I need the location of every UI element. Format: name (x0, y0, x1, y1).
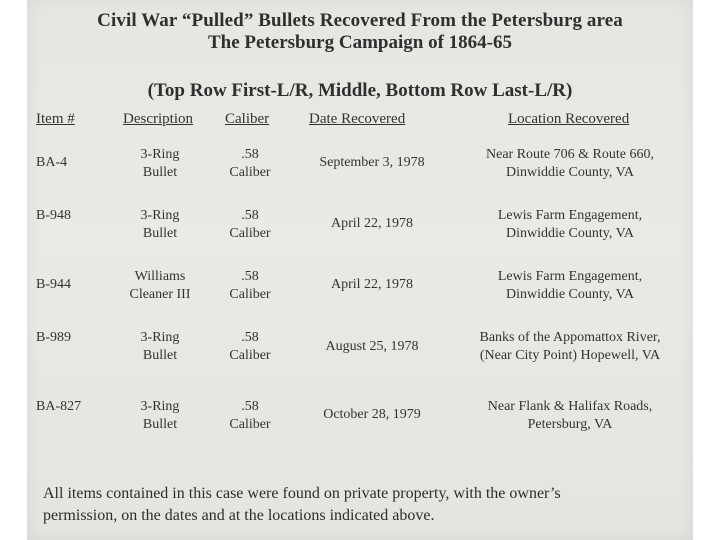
row-date: October 28, 1979 (323, 407, 421, 422)
row-caliber-2: Caliber (229, 417, 271, 432)
footer-line-2: permission, on the dates and at the locations indicated above. (43, 507, 435, 524)
title-line-1: Civil War “Pulled” Bullets Recovered From the Petersburg area (97, 10, 623, 31)
row-caliber-2: Caliber (229, 226, 271, 241)
row-desc-2: Bullet (142, 417, 178, 432)
row-desc-2: Bullet (142, 348, 178, 363)
row-location-1: Near Route 706 & Route 660, (486, 147, 654, 162)
title-line-2: The Petersburg Campaign of 1864-65 (208, 32, 512, 53)
row-desc-1: Williams (134, 269, 186, 284)
footer-line-1: All items contained in this case were found on private property, with the owner’s (43, 485, 561, 502)
row-desc-1: 3-Ring (140, 330, 180, 345)
row-desc-2: Bullet (142, 226, 178, 241)
footer-note (43, 483, 683, 527)
row-location-2: Dinwiddie County, VA (505, 226, 635, 241)
row-caliber-1: .58 (241, 399, 259, 414)
row-location-2: Petersburg, VA (527, 417, 613, 432)
header-location: Location Recovered (508, 111, 630, 127)
row-location-1: Lewis Farm Engagement, (497, 269, 643, 284)
row-location-1: Lewis Farm Engagement, (497, 208, 643, 223)
row-caliber-2: Caliber (229, 287, 271, 302)
header-date: Date Recovered (309, 111, 406, 127)
row-location-2: Dinwiddie County, VA (505, 165, 635, 180)
title-line-3: (Top Row First-L/R, Middle, Bottom Row Last-L/R) (147, 80, 573, 101)
row-caliber-1: .58 (241, 208, 259, 223)
row-date: April 22, 1978 (330, 277, 414, 292)
row-desc-2: Cleaner III (129, 287, 191, 302)
row-location-1: Near Flank & Halifax Roads, (487, 399, 653, 414)
row-item: BA-827 (36, 399, 82, 414)
row-item: B-948 (36, 208, 71, 223)
row-item: B-944 (36, 277, 71, 292)
header-item: Item # (36, 111, 75, 127)
row-location-2: Dinwiddie County, VA (505, 287, 635, 302)
row-caliber-1: .58 (241, 330, 259, 345)
row-date: April 22, 1978 (330, 216, 414, 231)
row-date: September 3, 1978 (319, 155, 425, 170)
row-caliber-2: Caliber (229, 348, 271, 363)
display-card (27, 0, 693, 540)
row-desc-1: 3-Ring (140, 208, 180, 223)
row-caliber-1: .58 (241, 147, 259, 162)
row-item: BA-4 (36, 155, 68, 170)
row-location-2: (Near City Point) Hopewell, VA (479, 348, 661, 363)
row-desc-1: 3-Ring (140, 399, 180, 414)
row-item: B-989 (36, 330, 71, 345)
row-location-1: Banks of the Appomattox River, (479, 330, 661, 345)
header-description: Description (123, 111, 193, 127)
row-caliber-2: Caliber (229, 165, 271, 180)
row-desc-2: Bullet (142, 165, 178, 180)
header-caliber: Caliber (225, 111, 270, 127)
row-desc-1: 3-Ring (140, 147, 180, 162)
row-date: August 25, 1978 (325, 339, 419, 354)
row-caliber-1: .58 (241, 269, 259, 284)
